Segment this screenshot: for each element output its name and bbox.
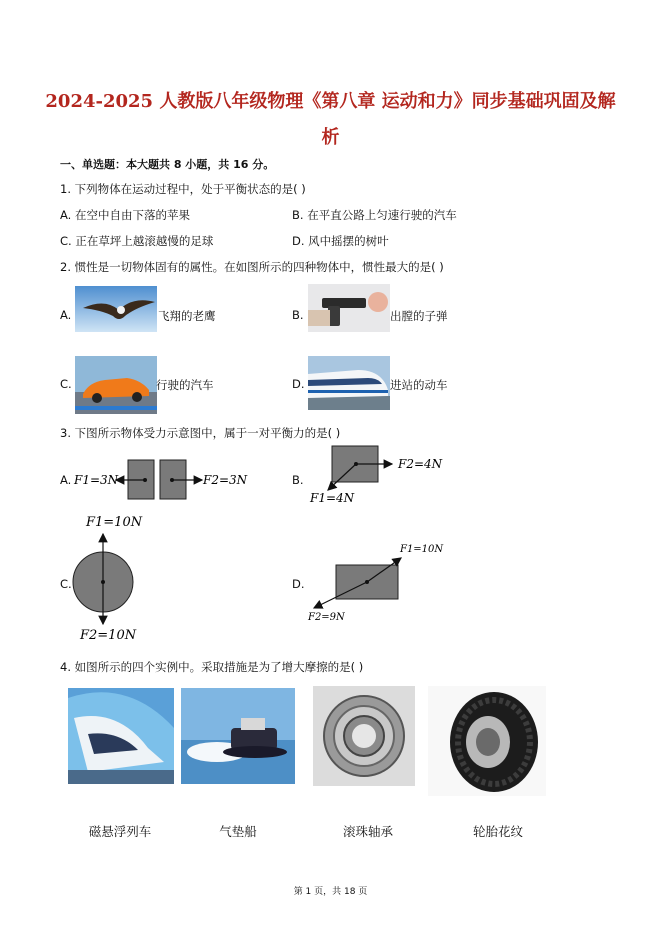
q2-option-b-letter[interactable]: B.	[292, 308, 304, 322]
train-photo	[308, 356, 390, 410]
bearing-photo	[313, 686, 415, 786]
q2-option-c-letter[interactable]: C.	[60, 377, 72, 391]
q4-stem: 4. 如图所示的四个实例中。采取措施是为了增大摩擦的是( )	[60, 660, 364, 674]
tire-photo	[428, 686, 546, 796]
maglev-photo	[68, 688, 174, 784]
q3-a-force-diagram	[70, 450, 270, 510]
eagle-photo	[75, 286, 157, 332]
q3-b-force-diagram	[300, 440, 460, 514]
q1-option-c[interactable]: C. 正在草坪上越滚越慢的足球	[60, 234, 214, 248]
caption-bearing: 滚珠轴承	[342, 824, 393, 839]
q3-option-b-letter[interactable]: B.	[292, 473, 304, 487]
q1-option-b[interactable]: B. 在平直公路上匀速行驶的汽车	[292, 208, 457, 222]
caption-maglev: 磁悬浮列车	[88, 824, 152, 839]
q3-stem: 3. 下图所示物体受力示意图中，属于一对平衡力的是( )	[60, 426, 341, 440]
q1-stem: 1. 下列物体在运动过程中，处于平衡状态的是( )	[60, 182, 306, 196]
hovercraft-photo	[181, 688, 295, 784]
q2-option-b-text: 出膛的子弹	[390, 309, 448, 323]
q1-option-d[interactable]: D. 风中摇摆的树叶	[292, 234, 389, 248]
q3-a-f2-label: F2=3N	[203, 473, 248, 487]
q3-option-d-letter[interactable]: D.	[292, 577, 305, 591]
q2-option-d-letter[interactable]: D.	[292, 377, 305, 391]
q3-c-f2-label: F2=10N	[80, 628, 137, 643]
q2-stem: 2. 惯性是一切物体固有的属性。在如图所示的四种物体中，惯性最大的是( )	[60, 260, 444, 274]
q3-d-f2-label: F2=9N	[308, 612, 345, 623]
page-footer: 第 1 页，共 18 页	[293, 887, 368, 897]
car-photo	[75, 356, 157, 414]
q3-d-force-diagram	[300, 538, 460, 624]
q3-b-f2-label: F2=4N	[398, 457, 443, 471]
q1-option-a[interactable]: A. 在空中自由下落的苹果	[60, 208, 190, 222]
section-heading: 一、单选题：本大题共 8 小题，共 16 分。	[60, 158, 275, 171]
caption-tire: 轮胎花纹	[472, 824, 523, 839]
q3-c-force-diagram	[70, 510, 160, 646]
q2-option-d-text: 进站的动车	[390, 378, 448, 392]
document-title: 2024-2025 人教版八年级物理《第八章 运动和力》同步基础巩固及解析	[45, 91, 616, 148]
q3-c-f1-label: F1=10N	[86, 515, 143, 530]
q2-option-a-letter[interactable]: A.	[60, 308, 72, 322]
q3-b-f1-label: F1=4N	[310, 491, 355, 505]
q3-d-f1-label: F1=10N	[400, 544, 444, 555]
gun-photo	[308, 284, 390, 332]
q3-option-c-letter[interactable]: C.	[60, 577, 72, 591]
q3-option-a-letter[interactable]: A.	[60, 473, 72, 487]
caption-hovercraft: 气垫船	[219, 824, 257, 839]
q2-option-a-text: 飞翔的老鹰	[158, 309, 216, 323]
q2-option-c-text: 行驶的汽车	[156, 378, 214, 392]
q3-a-f1-label: F1=3N	[74, 473, 119, 487]
